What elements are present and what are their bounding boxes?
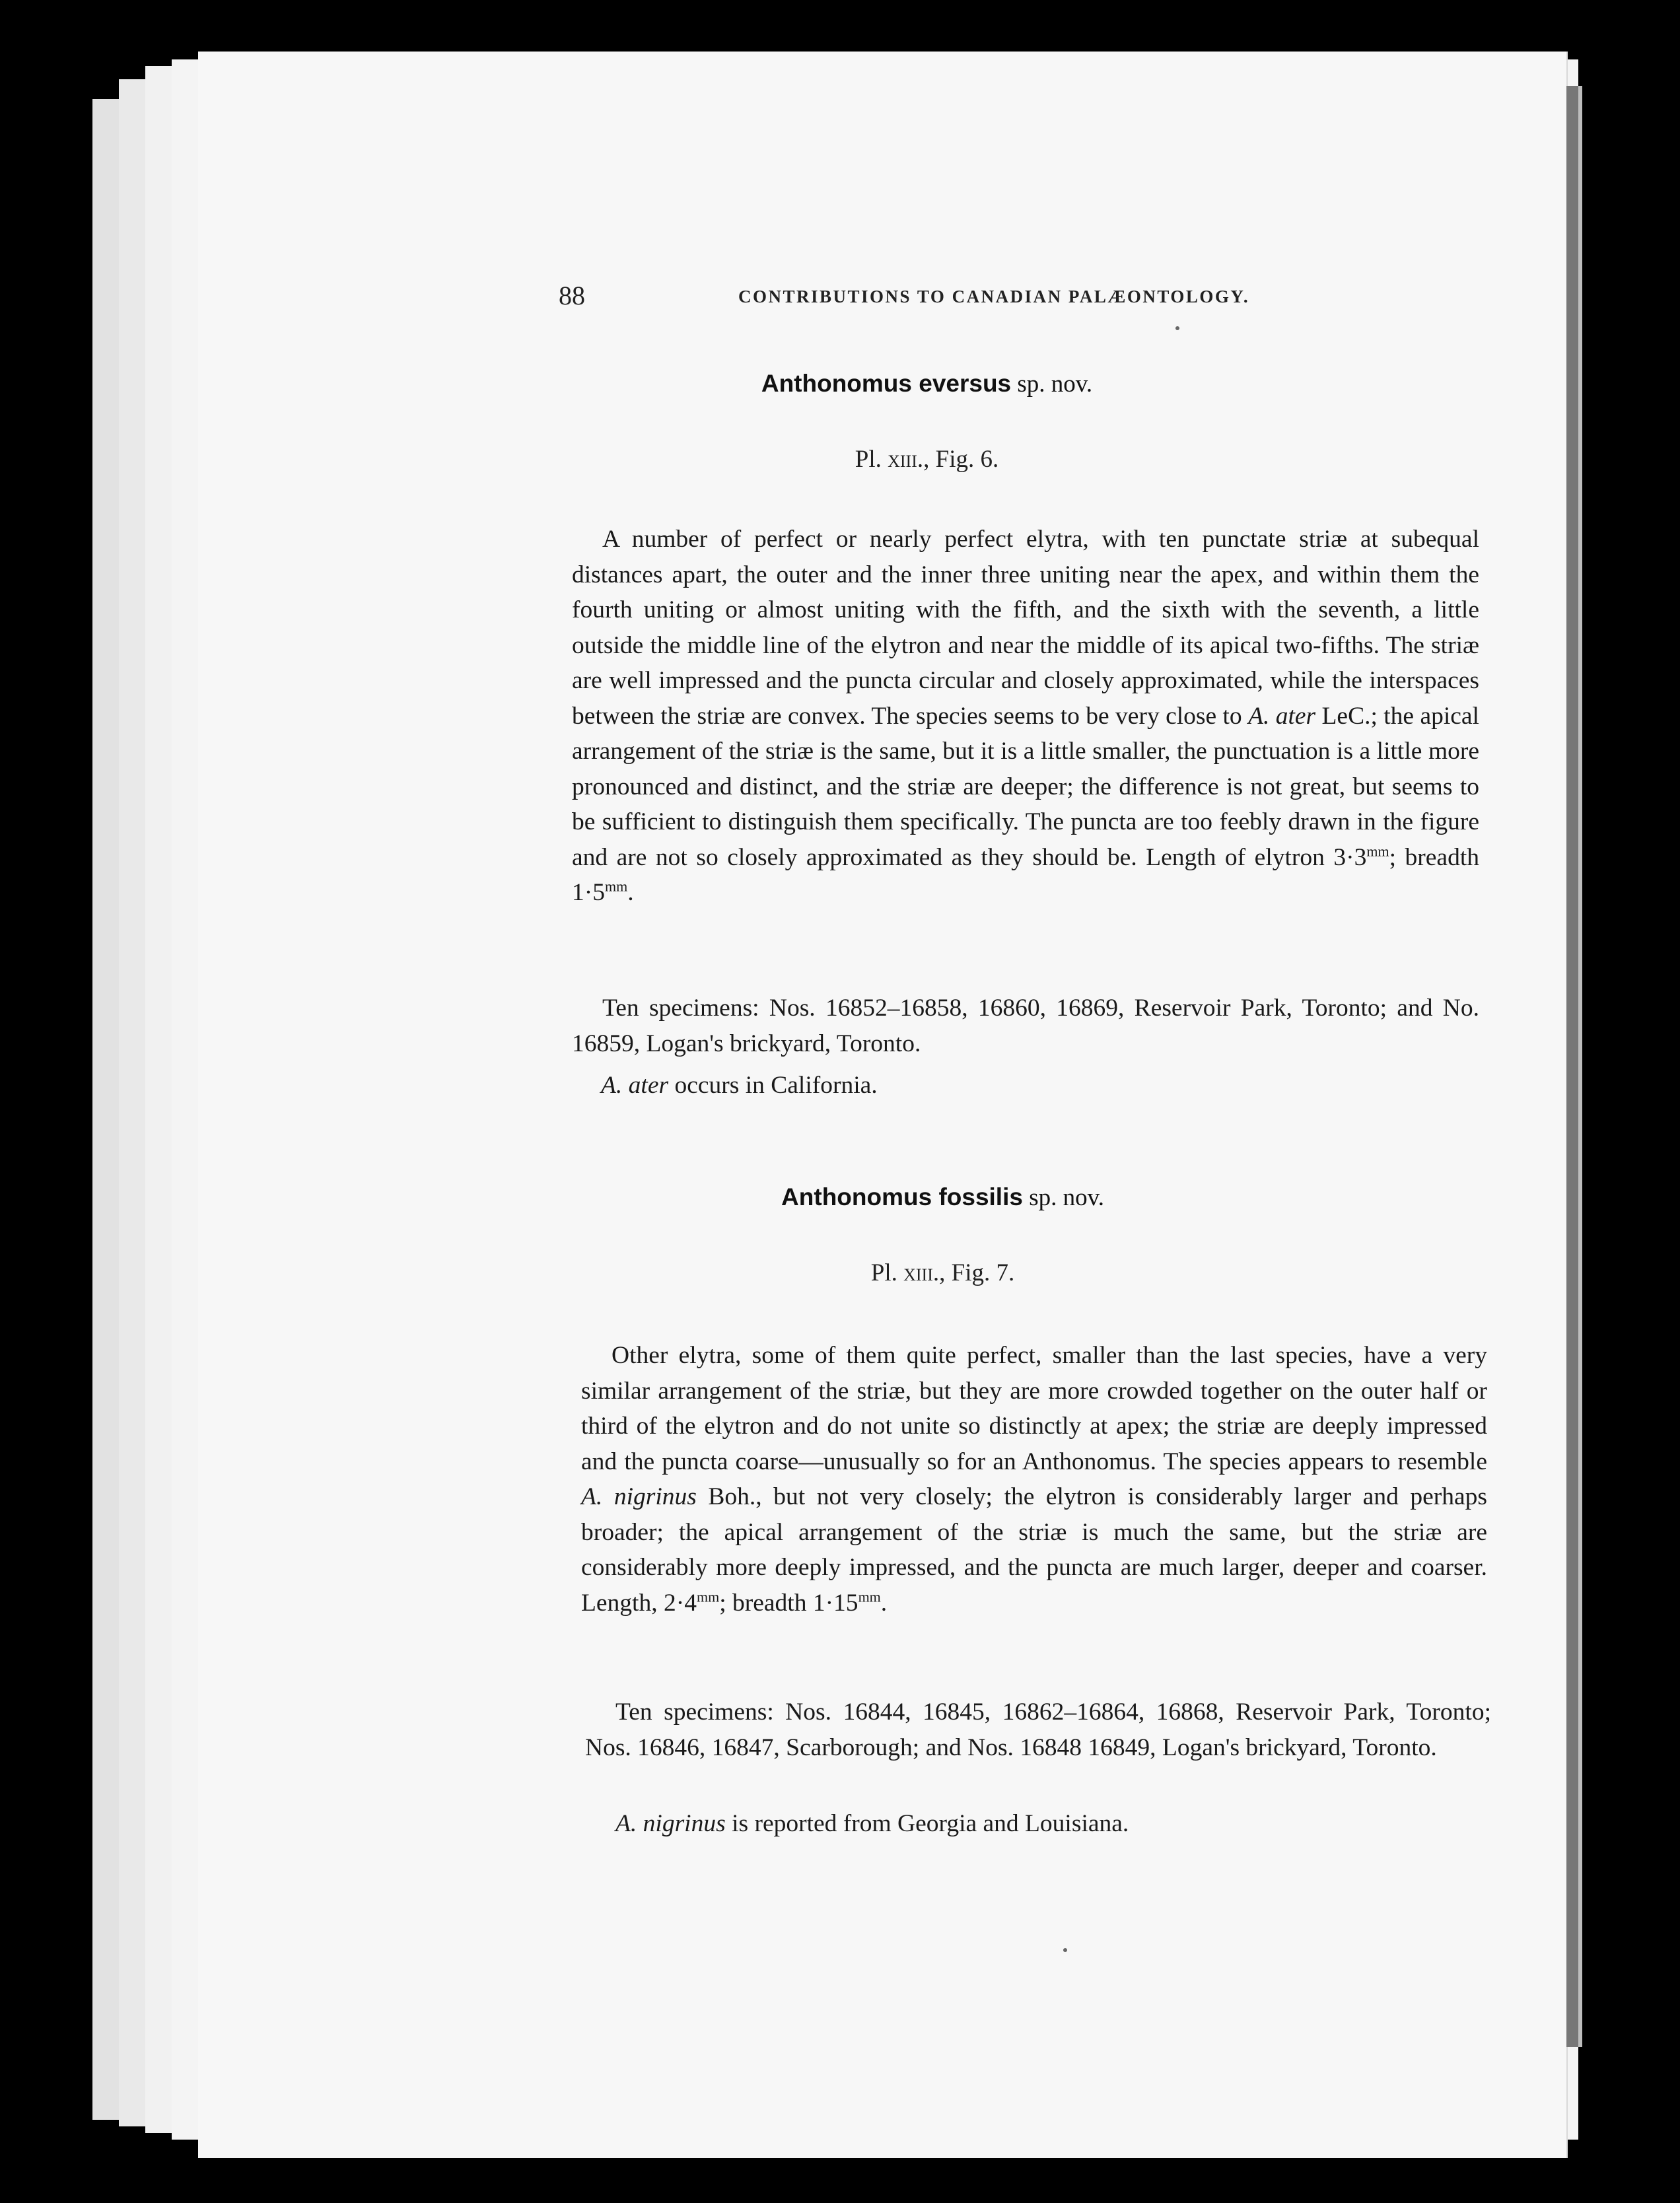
description-text: LeC.; the apical arrangement of the striæ is the same, but it is a little smaller, the punctuation is a little more pronounced and distinct, and the striæ are deeper; the difference is not great, but seems to be sufficient to distinguish them specifically. The puncta are too feebly drawn in the figure and are not so closely approximated as they should be. Length of elytron 3·3 bbox=[572, 702, 1479, 871]
species-name: Anthonomus fossilis bbox=[781, 1183, 1023, 1210]
plate-prefix: Pl. bbox=[870, 1259, 897, 1286]
plate-number: xiii. bbox=[903, 1259, 940, 1286]
description-text: ; breadth 1·5 bbox=[572, 843, 1479, 906]
description-text: . bbox=[627, 879, 634, 906]
species-heading bbox=[575, 1183, 1311, 1212]
range-note bbox=[615, 1809, 1129, 1838]
range-text: occurs in California. bbox=[668, 1072, 878, 1099]
specimens-list: Ten specimens: Nos. 16844, 16845, 16862–16864, 16868, Reservoir Park, Toronto; Nos. 16846, 16847, Scarborough; and Nos. 16848 16849, Logan's brickyard, Toronto. bbox=[585, 1698, 1491, 1761]
species-description bbox=[572, 522, 1479, 911]
plate-reference bbox=[559, 445, 1295, 473]
taxon-name: A. ater bbox=[601, 1072, 669, 1099]
plate-prefix: Pl. bbox=[855, 446, 882, 473]
species-name: Anthonomus eversus bbox=[761, 370, 1012, 397]
description-text: Other elytra, some of them quite perfect, smaller than the last species, have a very similar arrangement of the striæ, but they are more crowded together on the outer half or third of the elytron and do not unite so distinctly at apex; the striæ are deeply impressed and the puncta coarse—unusually so for an Anthonomus. The species appears to resemble bbox=[581, 1342, 1487, 1475]
print-speck bbox=[1063, 1948, 1067, 1952]
print-speck bbox=[1175, 326, 1179, 330]
unit-superscript: mm bbox=[1366, 843, 1389, 859]
page-number: 88 bbox=[559, 281, 585, 310]
species-description bbox=[581, 1338, 1487, 1621]
description-text: A number of perfect or nearly perfect elytra, with ten punctate striæ at subequal distances apart, the outer and the inner three uniting near the apex, and within them the fourth uniting or almost uniting with the fifth, and the sixth with the seventh, a little outside the middle line of the elytron and near the middle of its apical two-fifths. The striæ are well impressed and the puncta circular and closely approximated, while the interspaces between the striæ are convex. The species seems to be very close to bbox=[572, 526, 1479, 730]
running-title: CONTRIBUTIONS TO CANADIAN PALÆONTOLOGY. bbox=[738, 287, 1250, 306]
range-text: is reported from Georgia and Louisiana. bbox=[725, 1810, 1129, 1837]
page-gutter-stripe bbox=[1578, 86, 1582, 2047]
page-header bbox=[559, 280, 1295, 317]
specimens-list: Ten specimens: Nos. 16852–16858, 16860, 16869, Reservoir Park, Toronto; and No. 16859, Logan's brickyard, Toronto. bbox=[572, 995, 1479, 1057]
description-text: ; breadth 1·15 bbox=[719, 1589, 858, 1617]
species-designation: sp. nov. bbox=[1017, 370, 1093, 398]
plate-figure: , Fig. 6. bbox=[923, 446, 999, 473]
unit-superscript: mm bbox=[605, 878, 628, 895]
plate-reference bbox=[575, 1259, 1311, 1287]
unit-superscript: mm bbox=[858, 1588, 881, 1605]
species-designation: sp. nov. bbox=[1029, 1184, 1104, 1211]
taxon-name: A. ater bbox=[1248, 702, 1316, 730]
page-gutter-shadow bbox=[1566, 86, 1578, 2047]
taxon-name: A. nigrinus bbox=[581, 1483, 697, 1510]
taxon-name: A. nigrinus bbox=[615, 1810, 726, 1837]
unit-superscript: mm bbox=[696, 1588, 720, 1605]
range-note bbox=[601, 1071, 878, 1100]
plate-number: xiii. bbox=[888, 446, 924, 473]
book-page bbox=[198, 52, 1566, 2158]
plate-figure: , Fig. 7. bbox=[939, 1259, 1015, 1286]
species-heading bbox=[559, 370, 1295, 398]
description-text: Boh., but not very closely; the elytron is considerably larger and perhaps broader; the apical arrangement of the striæ is much the same, but the striæ are considerably more deeply impressed, and the puncta are much larger, deeper and coarser. Length, 2·4 bbox=[581, 1483, 1487, 1617]
description-text: . bbox=[880, 1589, 888, 1617]
